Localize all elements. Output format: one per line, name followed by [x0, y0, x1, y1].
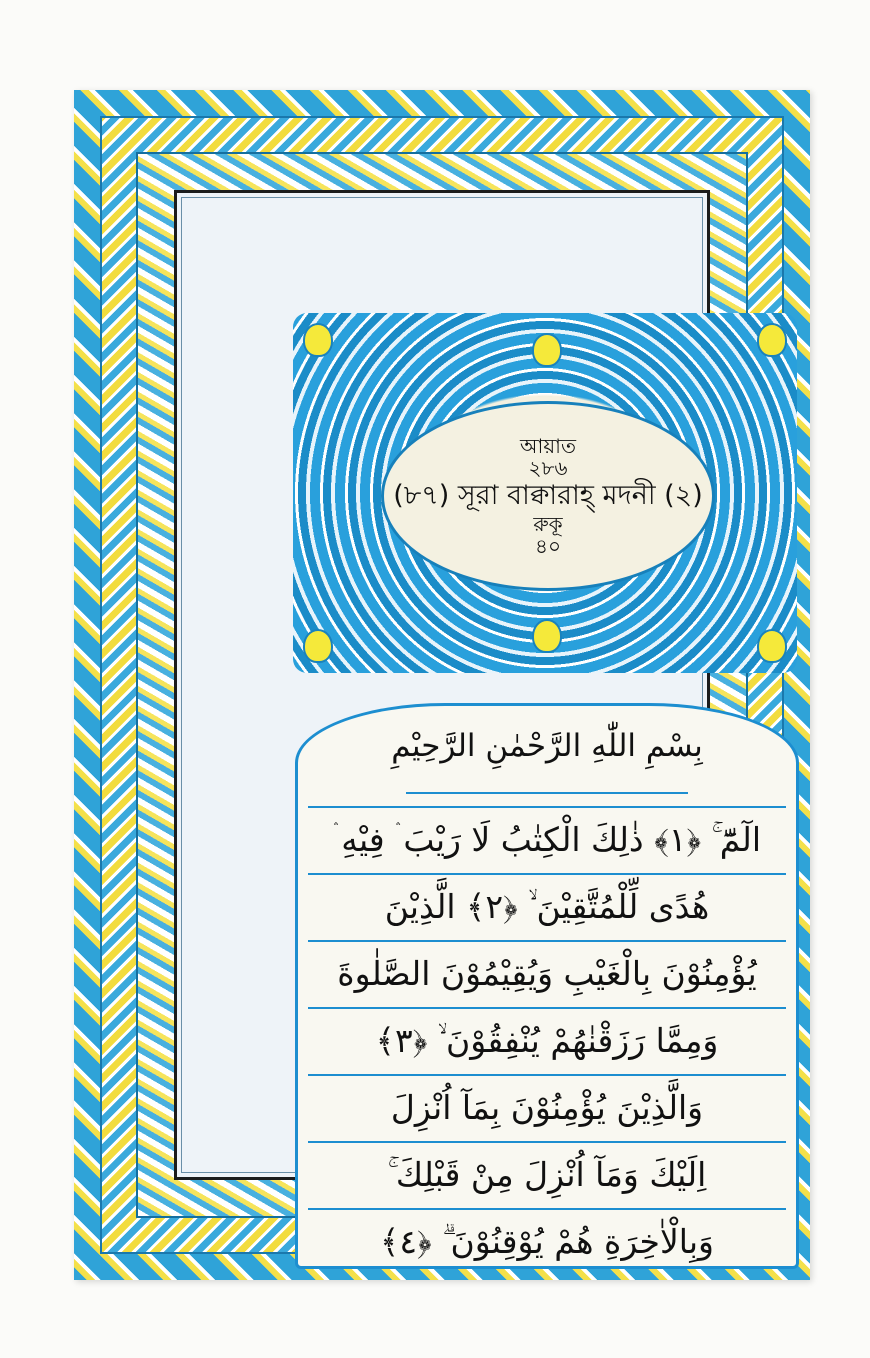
verse-line: الٓمّٓ ۚ ﴿١﴾ ذٰلِكَ الْكِتٰبُ لَا رَيْبَ ۛ فِيْهِ ۛ	[308, 808, 786, 875]
surah-header-cartouche	[293, 313, 797, 673]
surah-info-oval	[381, 401, 715, 591]
verse-line: وَالَّذِيْنَ يُؤْمِنُوْنَ بِمَآ اُنْزِلَ	[308, 1076, 786, 1143]
bismillah: بِسْمِ اللّٰهِ الرَّحْمٰنِ الرَّحِيْمِ	[391, 728, 703, 764]
bismillah-underline	[406, 792, 688, 794]
ornament-leaf-icon	[757, 629, 787, 663]
verse-line: هُدًى لِّلْمُتَّقِيْنَ ۙ ﴿٢﴾ الَّذِيْنَ	[308, 875, 786, 942]
ornament-leaf-icon	[303, 629, 333, 663]
surah-title: (৮৭) সূরা বাক্বারাহ্‌ মদনী (২)	[393, 480, 703, 511]
ornament-leaf-icon	[532, 619, 562, 653]
ornament-leaf-icon	[532, 333, 562, 367]
verse-line: وَبِالْاٰخِرَةِ هُمْ يُوْقِنُوْنَ ۗ ﴿٤﴾	[380, 1222, 714, 1261]
verse-line: اِلَيْكَ وَمَآ اُنْزِلَ مِنْ قَبْلِكَ ۚ	[308, 1143, 786, 1210]
verse-lines	[308, 806, 786, 1261]
ornament-leaf-icon	[303, 323, 333, 357]
verse-line: يُؤْمِنُوْنَ بِالْغَيْبِ وَيُقِيْمُوْنَ الصَّلٰوةَ	[308, 942, 786, 1009]
verse-frame	[295, 703, 799, 1269]
ruku-label: রুকূ	[533, 512, 563, 536]
quran-page	[74, 90, 810, 1280]
ornament-leaf-icon	[757, 323, 787, 357]
content-panel	[174, 190, 761, 1261]
ruku-count: ৪০	[535, 534, 561, 558]
ayat-count: ২৮৬	[528, 456, 568, 480]
ayat-label: আয়াত	[520, 434, 576, 458]
verse-line: وَمِمَّا رَزَقْنٰهُمْ يُنْفِقُوْنَ ۙ ﴿٣﴾	[308, 1009, 786, 1076]
